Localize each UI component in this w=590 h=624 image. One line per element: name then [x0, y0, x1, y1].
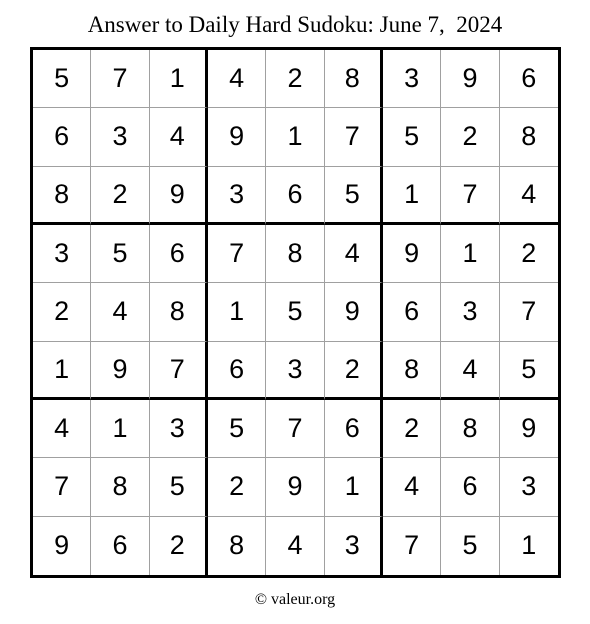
sudoku-cell: 4	[33, 400, 91, 458]
sudoku-cell: 1	[33, 342, 91, 400]
sudoku-cell: 9	[266, 458, 324, 516]
sudoku-cell: 3	[383, 50, 441, 108]
sudoku-cell: 3	[325, 517, 383, 575]
sudoku-cell: 1	[91, 400, 149, 458]
sudoku-cell: 6	[325, 400, 383, 458]
sudoku-cell: 5	[325, 167, 383, 225]
sudoku-cell: 3	[91, 108, 149, 166]
sudoku-cell: 3	[208, 167, 266, 225]
sudoku-cell: 2	[500, 225, 558, 283]
sudoku-cell: 8	[441, 400, 499, 458]
sudoku-cell: 5	[150, 458, 208, 516]
sudoku-cell: 6	[150, 225, 208, 283]
sudoku-cell: 4	[500, 167, 558, 225]
sudoku-cell: 7	[91, 50, 149, 108]
sudoku-cell: 2	[33, 283, 91, 341]
sudoku-cell: 8	[383, 342, 441, 400]
sudoku-cell: 9	[383, 225, 441, 283]
sudoku-cell: 5	[441, 517, 499, 575]
sudoku-cell: 8	[91, 458, 149, 516]
sudoku-cell: 9	[325, 283, 383, 341]
sudoku-cell: 6	[266, 167, 324, 225]
sudoku-cell: 4	[441, 342, 499, 400]
sudoku-cell: 2	[383, 400, 441, 458]
sudoku-cell: 7	[441, 167, 499, 225]
sudoku-cell: 6	[208, 342, 266, 400]
sudoku-cell: 4	[208, 50, 266, 108]
sudoku-cell: 8	[150, 283, 208, 341]
sudoku-cell: 9	[208, 108, 266, 166]
sudoku-cell: 3	[150, 400, 208, 458]
sudoku-cell: 6	[500, 50, 558, 108]
sudoku-cell: 5	[500, 342, 558, 400]
sudoku-cell: 8	[33, 167, 91, 225]
sudoku-cell: 5	[383, 108, 441, 166]
sudoku-cell: 8	[208, 517, 266, 575]
sudoku-cell: 4	[266, 517, 324, 575]
sudoku-cell: 5	[91, 225, 149, 283]
sudoku-cell: 9	[33, 517, 91, 575]
sudoku-cell: 1	[208, 283, 266, 341]
sudoku-cell: 4	[91, 283, 149, 341]
sudoku-board	[30, 47, 561, 578]
sudoku-cell: 2	[325, 342, 383, 400]
sudoku-cell: 9	[91, 342, 149, 400]
sudoku-cell: 7	[208, 225, 266, 283]
sudoku-cell: 7	[150, 342, 208, 400]
sudoku-cell: 1	[325, 458, 383, 516]
sudoku-cell: 9	[150, 167, 208, 225]
sudoku-cell: 1	[266, 108, 324, 166]
sudoku-cell: 2	[441, 108, 499, 166]
sudoku-cell: 3	[33, 225, 91, 283]
sudoku-cell: 8	[266, 225, 324, 283]
sudoku-cell: 9	[441, 50, 499, 108]
sudoku-cell: 2	[208, 458, 266, 516]
sudoku-cell: 1	[521, 530, 537, 561]
sudoku-cell: 2	[91, 167, 149, 225]
sudoku-cell: 7	[383, 517, 441, 575]
sudoku-cell: 9	[500, 400, 558, 458]
sudoku-cell: 5	[33, 50, 91, 108]
sudoku-cell: 4	[383, 458, 441, 516]
sudoku-cell: 1	[383, 167, 441, 225]
sudoku-cell: 1	[441, 225, 499, 283]
sudoku-cell: 1	[150, 50, 208, 108]
sudoku-cell: 3	[266, 342, 324, 400]
sudoku-cell: 5	[208, 400, 266, 458]
copyright-footer: © valeur.org	[254, 591, 336, 608]
sudoku-cell: 7	[266, 400, 324, 458]
sudoku-cell: 7	[325, 108, 383, 166]
sudoku-cell: 4	[150, 108, 208, 166]
sudoku-cell: 6	[383, 283, 441, 341]
sudoku-cell: 4	[325, 225, 383, 283]
sudoku-cell: 7	[33, 458, 91, 516]
sudoku-cell: 8	[325, 50, 383, 108]
sudoku-cell: 5	[266, 283, 324, 341]
sudoku-cell: 2	[266, 50, 324, 108]
sudoku-cell: 7	[500, 283, 558, 341]
sudoku-cell: 6	[441, 458, 499, 516]
sudoku-cell: 6	[91, 517, 149, 575]
sudoku-cell: 6	[33, 108, 91, 166]
sudoku-cell: 3	[441, 283, 499, 341]
page-title: Answer to Daily Hard Sudoku: June 7, 2024	[87, 12, 503, 37]
sudoku-cell: 2	[150, 517, 208, 575]
sudoku-cell: 8	[500, 108, 558, 166]
sudoku-cell: 3	[500, 458, 558, 516]
